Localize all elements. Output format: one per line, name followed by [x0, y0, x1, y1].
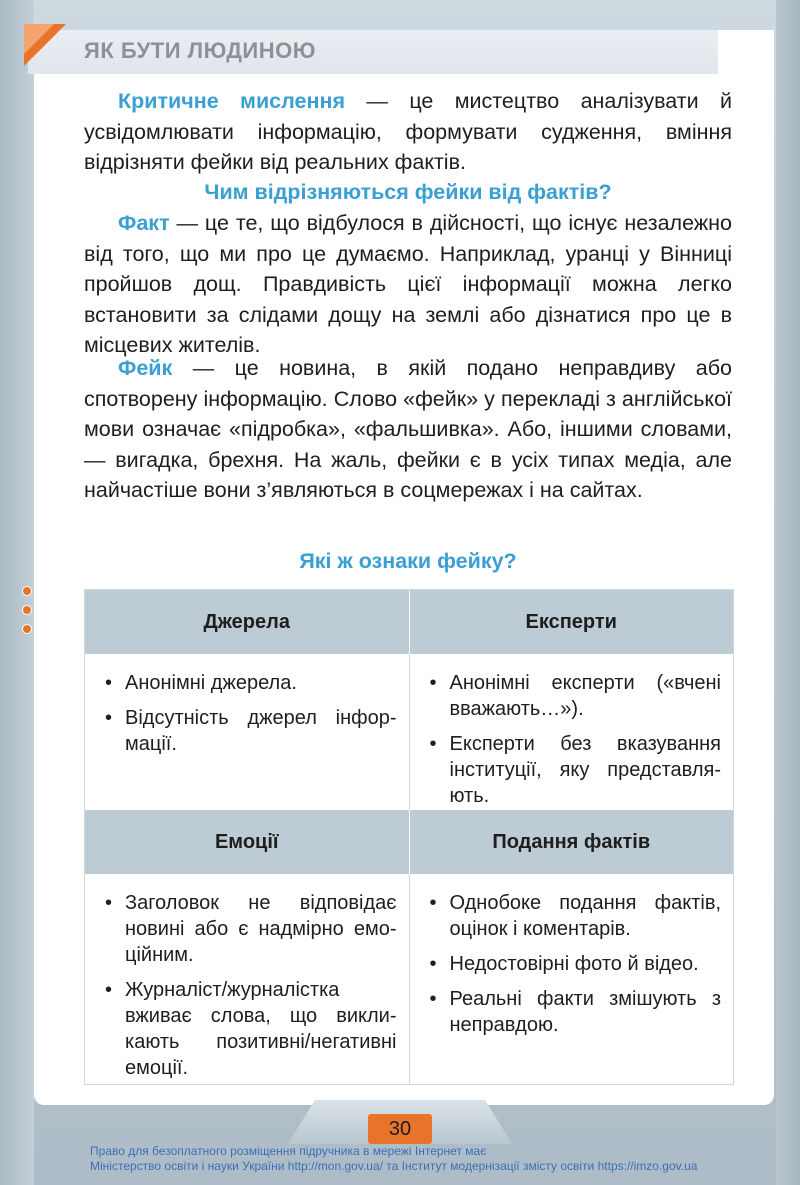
fact-term: Факт [118, 211, 170, 235]
fact-definition: — це те, що відбулося в дійсності, що існує незалежно від того, що ми про це думаємо. Наприклад, уранці у Вінниці пройшов дощ. Правдивість цієї інформації можна легко встановити за слідами дощу на землі або дізнатися про це в місцевих жителів. [84, 211, 732, 357]
footer-line-1: Право для безоплатного розміщення підручника в мережі Інтернет має [90, 1144, 487, 1158]
cell-emotions [85, 874, 409, 1084]
dot-icon [22, 605, 32, 615]
list-item: • Недостовірні фото й відео. [428, 951, 722, 977]
footer-line-2: Міністерство освіти і науки України http://mon.gov.ua/ та Інститут модернізації змісту освіти https://imzo.gov.ua [90, 1159, 698, 1173]
fake-term: Фейк [118, 356, 173, 380]
decor-dots [22, 586, 32, 643]
fact-paragraph [84, 208, 732, 361]
header-sources: Джерела [85, 590, 409, 654]
footer-copyright [90, 1144, 750, 1174]
question-heading-2: Які ж ознаки фейку? [299, 549, 517, 573]
intro-definition: — це мистецтво аналізувати й усвідомлювати інформацію, формувати судження, вміння відрізняти фейки від реальних фактів. [84, 89, 733, 174]
header-title: ЯК БУТИ ЛЮДИНОЮ [84, 38, 316, 63]
cell-experts [409, 654, 734, 810]
dot-icon [22, 586, 32, 596]
header-emotions: Емоції [85, 810, 409, 874]
cell-facts-presentation [409, 874, 734, 1084]
header-experts: Експерти [409, 590, 734, 654]
table-header-row [85, 810, 733, 874]
fake-signs-table [84, 589, 734, 1085]
list-item: • Анонімні експерти («вчені вважають…»). [428, 670, 722, 722]
right-rail [776, 0, 800, 1185]
intro-paragraph [84, 86, 732, 178]
fake-definition: — це новина, в якій подано неправдиву або спотворену інформацію. Слово «фейк» у перекладі з англійської мови означає «підробка», «фальшивка». Або, іншими словами, — вигадка, брехня. На жаль, фейки є в усіх типах медіа, але найчастіше вони з’являються в соцмережах і на сайтах. [84, 356, 732, 502]
question-heading-1: Чим відрізняються фейки від фактів? [204, 180, 612, 204]
page-number: 30 [368, 1114, 432, 1144]
table-header-row [85, 590, 733, 654]
dot-icon [22, 624, 32, 634]
list-item: • Відсутність джерел інформації. [103, 705, 397, 757]
list-item: • Експерти без вказування інституції, яку представляють. [428, 731, 722, 809]
corner-triangle-inner-icon [24, 24, 54, 54]
list-item: • Анонімні джерела. [103, 670, 397, 696]
list-item: • Реальні факти змішують з неправдою. [428, 986, 722, 1038]
cell-sources [85, 654, 409, 810]
list-item: • Однобоке подання фактів, оцінок і коментарів. [428, 890, 722, 942]
fake-paragraph [84, 353, 732, 506]
table-row [85, 654, 733, 810]
intro-term: Критичне мислення [118, 89, 345, 113]
header-facts-presentation: Подання фактів [409, 810, 734, 874]
list-item: • Журналіст/журналістка вживає слова, що викликають позитивні/негативні емоції. [103, 977, 397, 1081]
list-item: • Заголовок не відповідає новині або є надмірно емоційним. [103, 890, 397, 968]
table-row [85, 874, 733, 1084]
